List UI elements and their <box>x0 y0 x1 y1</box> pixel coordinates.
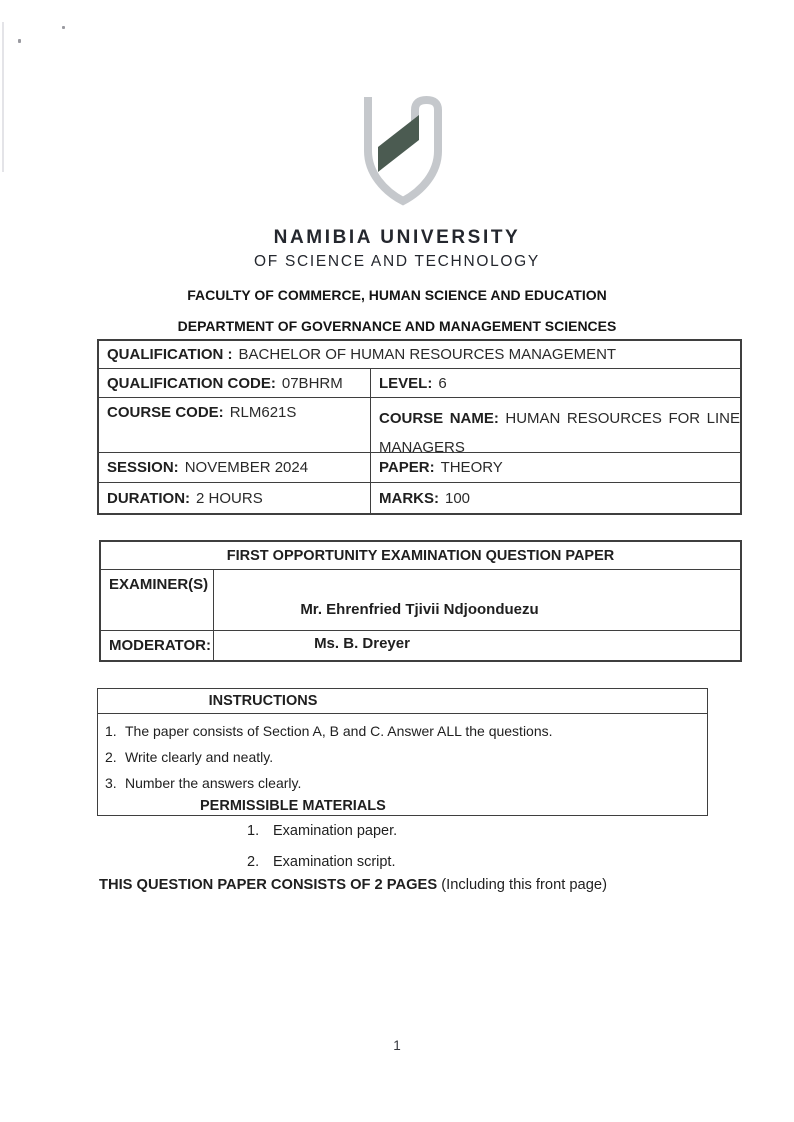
duration-cell <box>99 483 371 513</box>
moderator-name: Ms. B. Dreyer <box>314 635 410 652</box>
session-label: SESSION: <box>107 459 179 476</box>
qualification-code-value: 07BHRM <box>281 374 343 392</box>
qualification-label: QUALIFICATION : <box>107 346 233 363</box>
department-title: DEPARTMENT OF GOVERNANCE AND MANAGEMENT SCIENCES <box>177 318 617 334</box>
instruction-item <box>98 749 697 765</box>
instructions-list <box>98 714 707 815</box>
faculty-title: FACULTY OF COMMERCE, HUMAN SCIENCE AND EDUCATION <box>187 287 607 303</box>
university-name: NAMIBIA UNIVERSITY <box>273 227 521 248</box>
instructions-box <box>97 688 708 816</box>
level-value: 6 <box>438 374 447 392</box>
session-value: NOVEMBER 2024 <box>184 459 309 476</box>
exam-paper-title: FIRST OPPORTUNITY EXAMINATION QUESTION PAPER <box>226 547 615 564</box>
materials-list <box>247 823 397 885</box>
course-name-value: HUMAN RESOURCES FOR LINE MANAGERS <box>379 410 740 456</box>
instruction-text: The paper consists of Section A, B and C. Answer ALL the questions. <box>125 723 553 739</box>
scan-speck <box>18 39 21 43</box>
flag-shape <box>378 115 419 172</box>
instructions-title: INSTRUCTIONS <box>208 693 318 709</box>
qualification-code-cell <box>99 369 371 397</box>
university-logo <box>357 95 449 207</box>
instruction-text: Write clearly and neatly. <box>125 749 274 765</box>
instruction-item <box>98 723 697 739</box>
table-row-qualification <box>99 341 740 368</box>
examination-table <box>99 540 742 662</box>
material-text: Examination paper. <box>273 823 398 839</box>
page-count-note <box>99 877 607 893</box>
instructions-header-row <box>98 689 707 714</box>
instruction-item <box>98 775 697 791</box>
moderator-label: MODERATOR: <box>101 631 214 660</box>
level-cell <box>371 369 740 397</box>
course-code-value: RLM621S <box>229 404 297 421</box>
table-row-duration-marks <box>99 482 740 513</box>
paper-value: THEORY <box>440 459 503 476</box>
course-name-label: COURSE NAME: <box>379 410 499 427</box>
table-row-session-paper <box>99 452 740 482</box>
duration-value: 2 HOURS <box>196 489 263 507</box>
course-code-label: COURSE CODE: <box>107 404 224 421</box>
examiner-label: EXAMINER(S) <box>101 570 214 630</box>
moderator-row <box>101 630 740 660</box>
page-number: 1 <box>393 1038 401 1053</box>
university-name-line2: OF SCIENCE AND TECHNOLOGY <box>254 253 540 270</box>
marks-label: MARKS: <box>379 489 439 507</box>
scan-edge-artifact <box>2 22 4 172</box>
examiner-name: Mr. Ehrenfried Tjivii Ndjoonduezu <box>300 601 539 618</box>
qualification-cell <box>99 341 740 368</box>
qualification-value: BACHELOR OF HUMAN RESOURCES MANAGEMENT <box>238 346 617 363</box>
page-count-regular: (Including this front page) <box>437 877 607 893</box>
paper-label: PAPER: <box>379 459 435 476</box>
instruction-text: Number the answers clearly. <box>125 775 302 791</box>
material-item <box>247 823 397 854</box>
course-details-table <box>97 339 742 515</box>
table-row-course <box>99 397 740 456</box>
scan-speck <box>62 26 65 29</box>
marks-cell <box>371 483 740 513</box>
table-row-code-level <box>99 368 740 397</box>
examiner-row <box>101 569 740 630</box>
session-cell <box>99 453 371 482</box>
course-name-cell <box>371 398 740 456</box>
duration-label: DURATION: <box>107 489 191 507</box>
page-count-bold: THIS QUESTION PAPER CONSISTS OF 2 PAGES <box>99 877 438 893</box>
material-text: Examination script. <box>273 854 396 870</box>
shield-icon <box>357 95 449 207</box>
qualification-code-label: QUALIFICATION CODE: <box>107 374 276 392</box>
permissible-materials-title: PERMISSIBLE MATERIALS <box>200 798 386 814</box>
paper-cell <box>371 453 740 482</box>
marks-value: 100 <box>445 489 471 507</box>
course-code-cell <box>99 398 371 452</box>
level-label: LEVEL: <box>379 374 433 392</box>
